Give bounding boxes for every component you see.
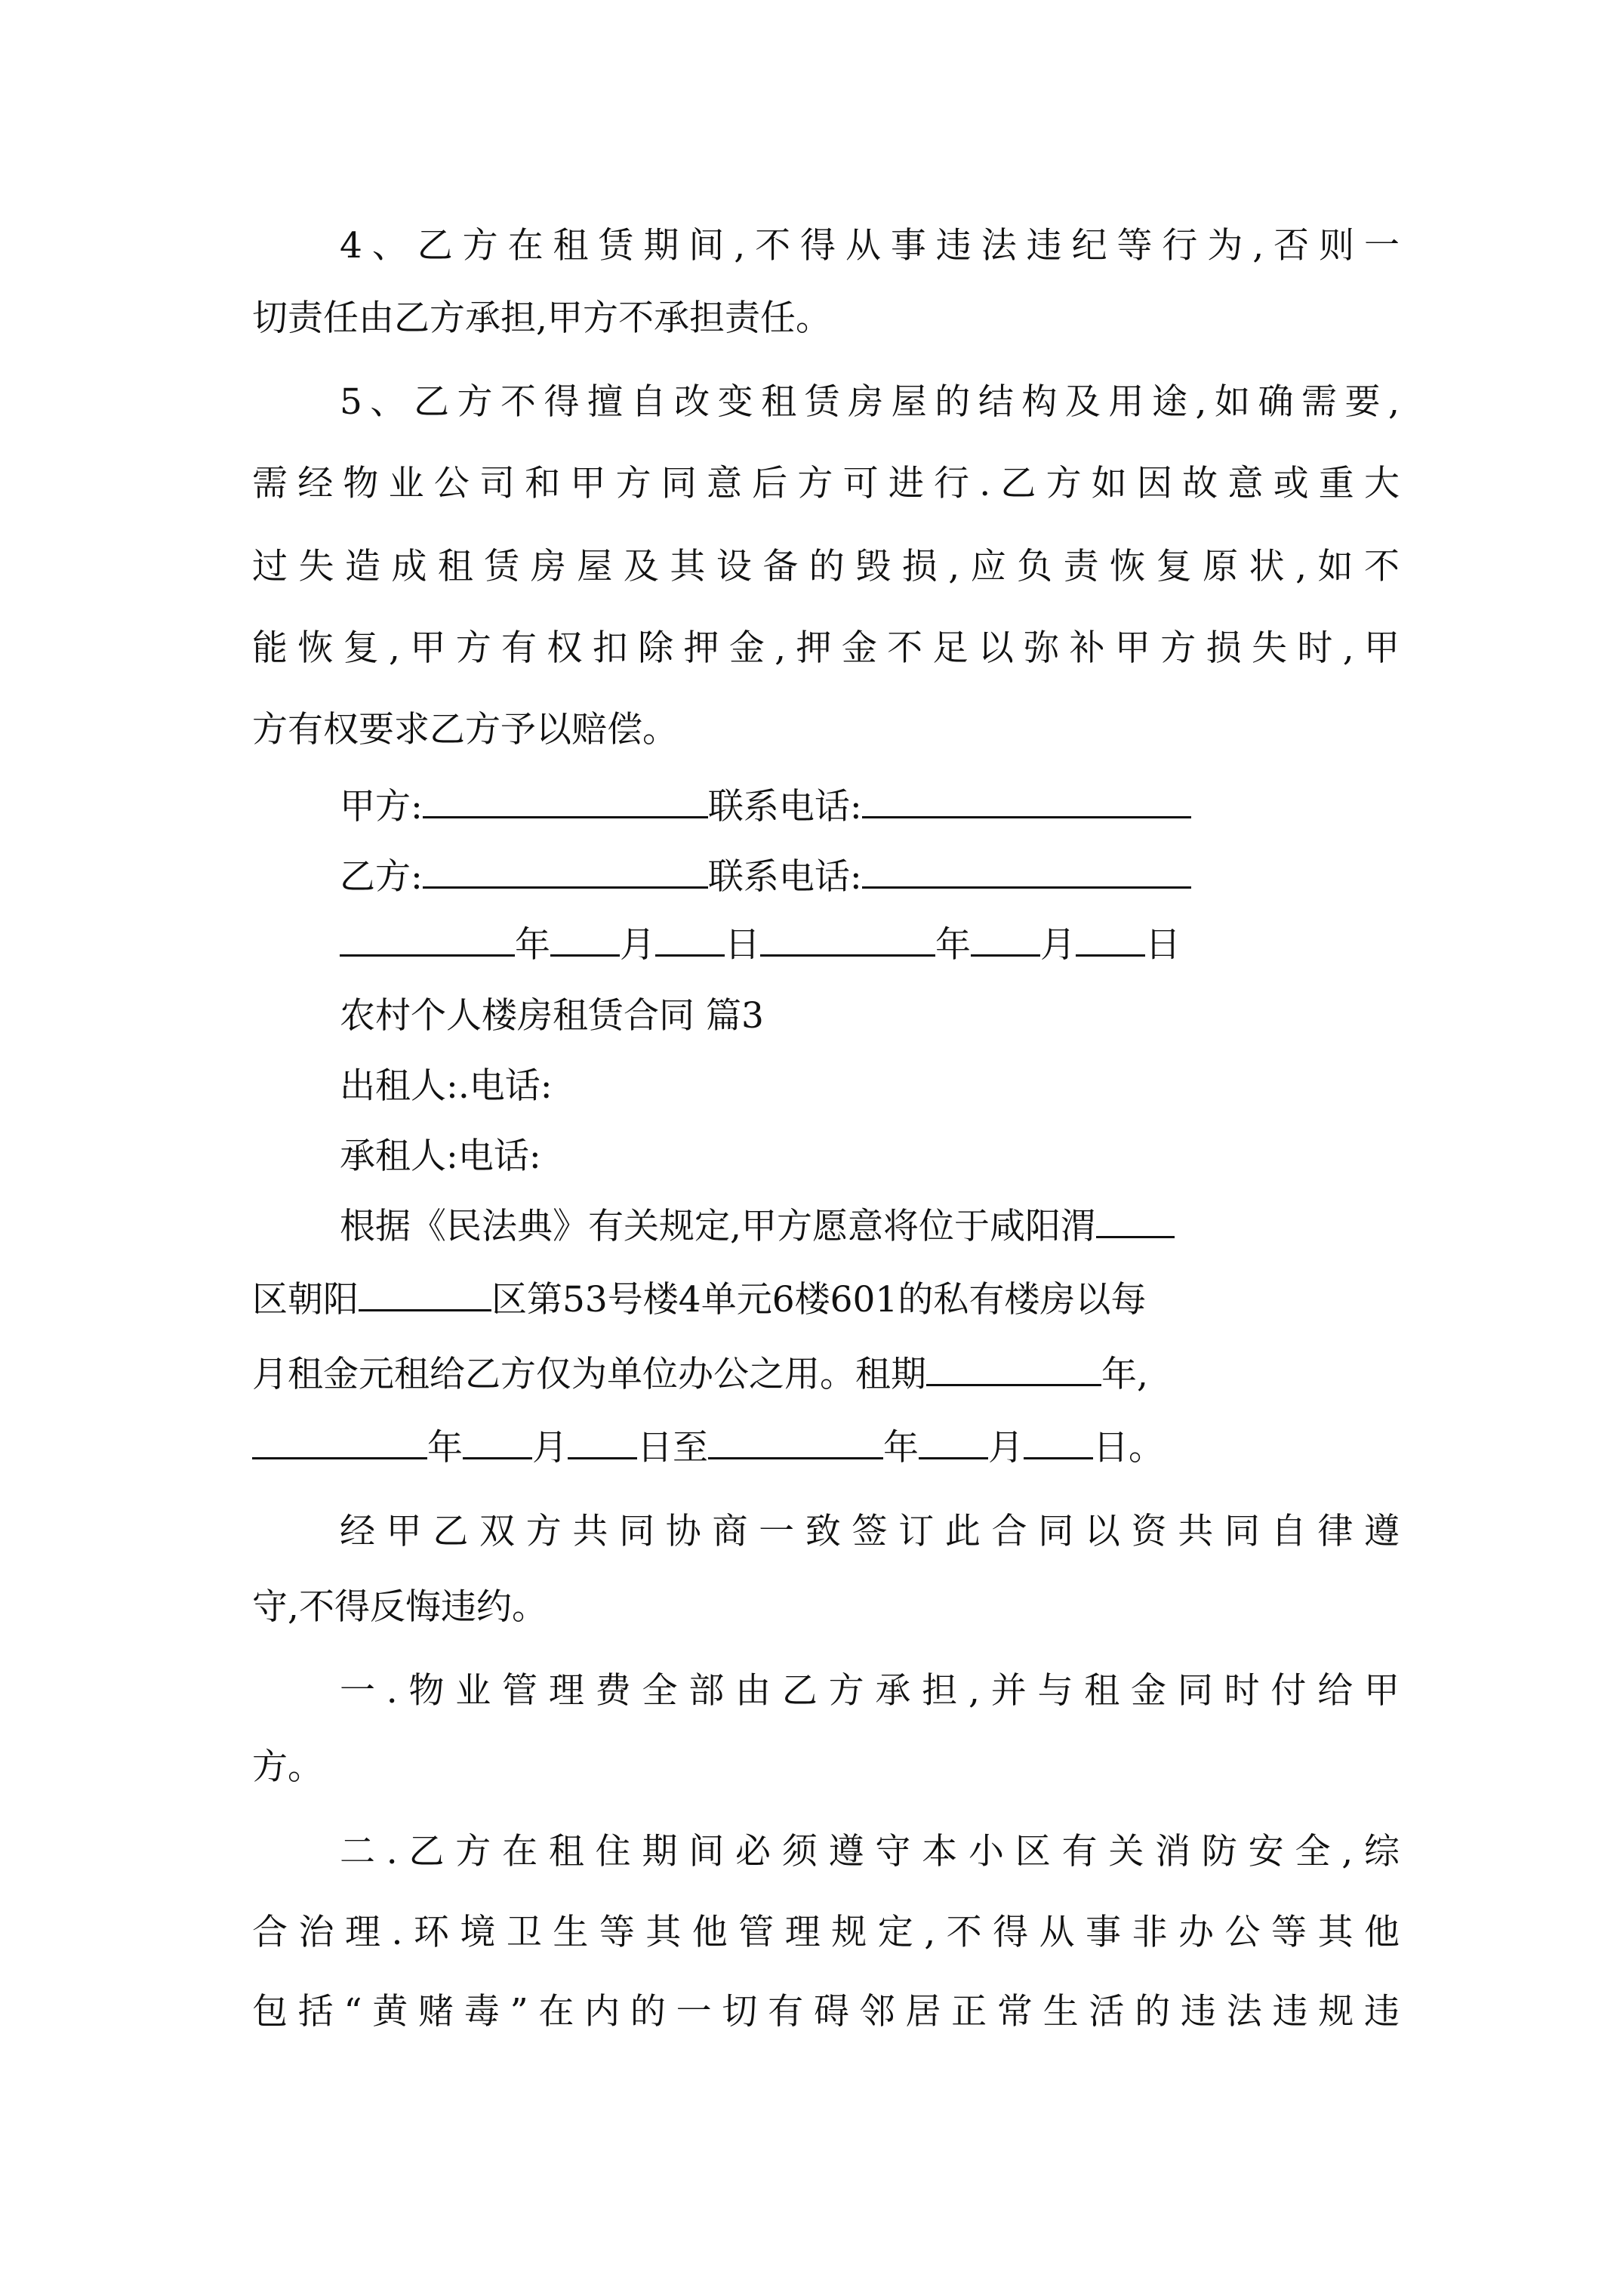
end-day-label: 日。	[1093, 1427, 1164, 1469]
agreement-line-2: 守,不得反悔违约。	[252, 1586, 547, 1628]
law-paragraph-line-3	[252, 1333, 1400, 1416]
party-b-blank	[423, 886, 708, 889]
term-years-blank	[926, 1383, 1101, 1386]
party-b-phone-blank	[862, 886, 1191, 889]
agreement-line-1: 经甲乙双方共同协商一致签订此合同以资共同自律遵	[340, 1511, 1400, 1552]
clause-4-line-1: 4、乙方在租赁期间,不得从事违法违纪等行为,否则一	[340, 225, 1400, 267]
start-day-blank	[568, 1456, 637, 1459]
law-line-3-start: 月租金元租给乙方仅为单位办公之用。租期	[252, 1354, 926, 1395]
law-line-2-end: 区第53号楼4单元6楼601的私有楼房以每	[491, 1279, 1147, 1321]
item-2-line-2: 合治理.环境卫生等其他管理规定,不得从事非办公等其他	[252, 1912, 1400, 1953]
item-2-line-1: 二.乙方在租住期间必须遵守本小区有关消防安全,综	[340, 1831, 1400, 1872]
law-paragraph-line-2	[252, 1259, 1400, 1342]
date-b-month-blank	[971, 954, 1040, 957]
item-2-line-3: 包括“黄赌毒”在内的一切有碍邻居正常生活的违法违规违	[252, 1991, 1400, 2032]
end-month-label: 月	[988, 1427, 1024, 1469]
end-month-blank	[919, 1456, 988, 1459]
date-a-month-label: 月	[620, 924, 655, 966]
start-year-blank	[252, 1456, 427, 1459]
date-b-year-blank	[760, 954, 935, 957]
start-day-to-label: 日至	[637, 1427, 708, 1469]
section-title: 农村个人楼房租赁合同 篇3	[340, 995, 764, 1037]
end-year-blank	[708, 1456, 883, 1459]
clause-5-line-4: 能恢复,甲方有权扣除押金,押金不足以弥补甲方损失时,甲	[252, 627, 1400, 669]
lessor-line: 出租人:.电话:	[340, 1065, 553, 1107]
date-b-day-label: 日	[1145, 924, 1181, 966]
start-month-label: 月	[532, 1427, 568, 1469]
law-paragraph-line-1	[340, 1185, 1400, 1268]
date-a-month-blank	[550, 954, 620, 957]
end-day-blank	[1024, 1456, 1093, 1459]
date-a-year-label: 年	[515, 924, 550, 966]
party-a-blank	[423, 815, 708, 818]
party-b-label: 乙方:	[340, 856, 423, 898]
party-b-phone-label: 联系电话:	[707, 856, 862, 898]
date-b-year-label: 年	[935, 924, 971, 966]
date-a-year-blank	[340, 954, 515, 957]
clause-5-line-2: 需经物业公司和甲方同意后方可进行.乙方如因故意或重大	[252, 463, 1400, 504]
law-paragraph-line-4	[252, 1407, 1400, 1490]
date-a-day-blank	[655, 954, 725, 957]
lessee-line: 承租人:电话:	[340, 1136, 541, 1177]
party-a-phone-label: 联系电话:	[707, 786, 862, 827]
end-year-label: 年	[883, 1427, 919, 1469]
item-1-line-2: 方。	[252, 1746, 323, 1788]
start-year-label: 年	[427, 1427, 463, 1469]
item-1-line-1: 一.物业管理费全部由乙方承担,并与租金同时付给甲	[340, 1670, 1400, 1712]
date-b-month-label: 月	[1040, 924, 1076, 966]
clause-4-line-2: 切责任由乙方承担,甲方不承担责任。	[252, 297, 831, 339]
clause-5-line-1: 5、乙方不得擅自改变租赁房屋的结构及用途,如确需要,	[340, 381, 1400, 423]
party-a-phone-blank	[862, 815, 1191, 818]
clause-5-line-3: 过失造成租赁房屋及其设备的毁损,应负责恢复原状,如不	[252, 546, 1400, 587]
start-month-blank	[463, 1456, 532, 1459]
date-b-day-blank	[1076, 954, 1145, 957]
party-a-label: 甲方:	[340, 786, 423, 827]
law-line-3-end: 年,	[1101, 1354, 1148, 1395]
district-blank-1	[1096, 1235, 1175, 1238]
date-a-day-label: 日	[725, 924, 760, 966]
district-blank-2	[359, 1308, 491, 1311]
clause-5-line-5: 方有权要求乙方予以赔偿。	[252, 709, 678, 750]
law-line-2-start: 区朝阳	[252, 1279, 359, 1321]
law-line-1-text: 根据《民法典》有关规定,甲方愿意将位于咸阳渭	[340, 1206, 1096, 1247]
